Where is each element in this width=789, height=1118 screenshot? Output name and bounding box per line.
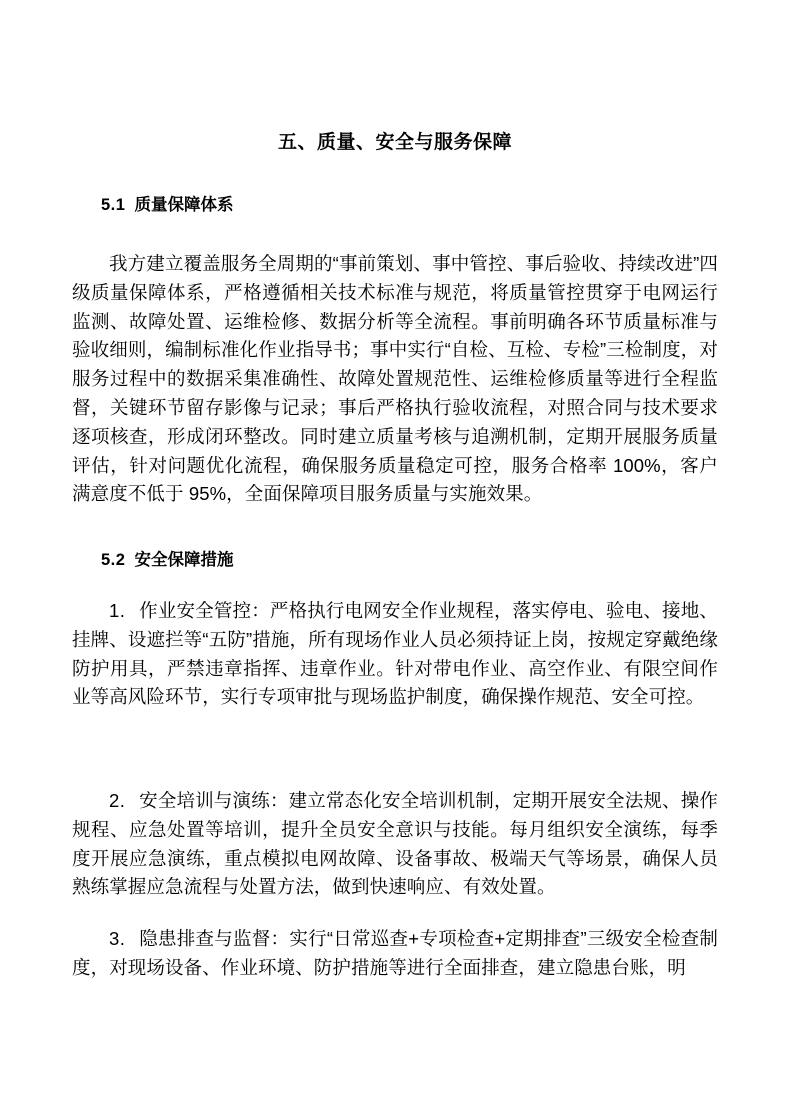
- list-item-text: 隐患排查与监督：实行“日常巡查+专项检查+定期排查”三级安全检查制度，对现场设备、作业环境、防护措施等进行全面排查，建立隐患台账，明: [72, 928, 718, 978]
- list-item-text: 作业安全管控：严格执行电网安全作业规程，落实停电、验电、接地、挂牌、设遮拦等“五防”措施，所有现场作业人员必须持证上岗，按规定穿戴绝缘防护用具，严禁违章指挥、违章作业。针对带电作业、高空作业、有限空间作业等高风险环节，实行专项审批与现场监护制度，确保操作规范、安全可控。: [72, 600, 718, 708]
- section-heading-5-2: [101, 547, 233, 573]
- section-title-5-2: 安全保障措施: [134, 551, 234, 569]
- paragraph-quality-system-text: 我方建立覆盖服务全周期的“事前策划、事中管控、事后验收、持续改进”四级质量保障体系，严格遵循相关技术标准与规范，将质量管控贯穿于电网运行监测、故障处置、运维检修、数据分析等全流程。事前明确各环节质量标准与验收细则，编制标准化作业指导书；事中实行“自检、互检、专检”三检制度，对服务过程中的数据采集准确性、故障处置规范性、运维检修质量等进行全程监督，关键环节留存影像与记录；事后严格执行验收流程，对照合同与技术要求逐项核查，形成闭环整改。同时建立质量考核与追溯机制，定期开展服务质量评估，针对问题优化流程，确保服务质量稳定可控，服务合格率 100%，客户满意度不低于 95%，全面保障项目服务质量与实施效果。: [72, 253, 718, 505]
- list-item: [72, 597, 718, 712]
- section-heading-5-1: [101, 192, 233, 218]
- section-number-5-1: 5.1: [101, 196, 126, 214]
- section-number-5-2: 5.2: [101, 551, 126, 569]
- list-item: [72, 787, 718, 902]
- list-item-marker: 2.: [109, 790, 126, 811]
- list-item-marker: 3.: [109, 928, 126, 949]
- section-title-5-1: 质量保障体系: [134, 196, 234, 214]
- paragraph-quality-system: [72, 250, 718, 509]
- list-item: [72, 925, 718, 983]
- page-title: 五、质量、安全与服务保障: [277, 132, 512, 153]
- list-item-marker: 1.: [109, 600, 126, 621]
- list-item-text: 安全培训与演练：建立常态化安全培训机制，定期开展安全法规、操作规程、应急处置等培训，提升全员安全意识与技能。每月组织安全演练，每季度开展应急演练，重点模拟电网故障、设备事故、极端天气等场景，确保人员熟练掌握应急流程与处置方法，做到快速响应、有效处置。: [72, 790, 718, 898]
